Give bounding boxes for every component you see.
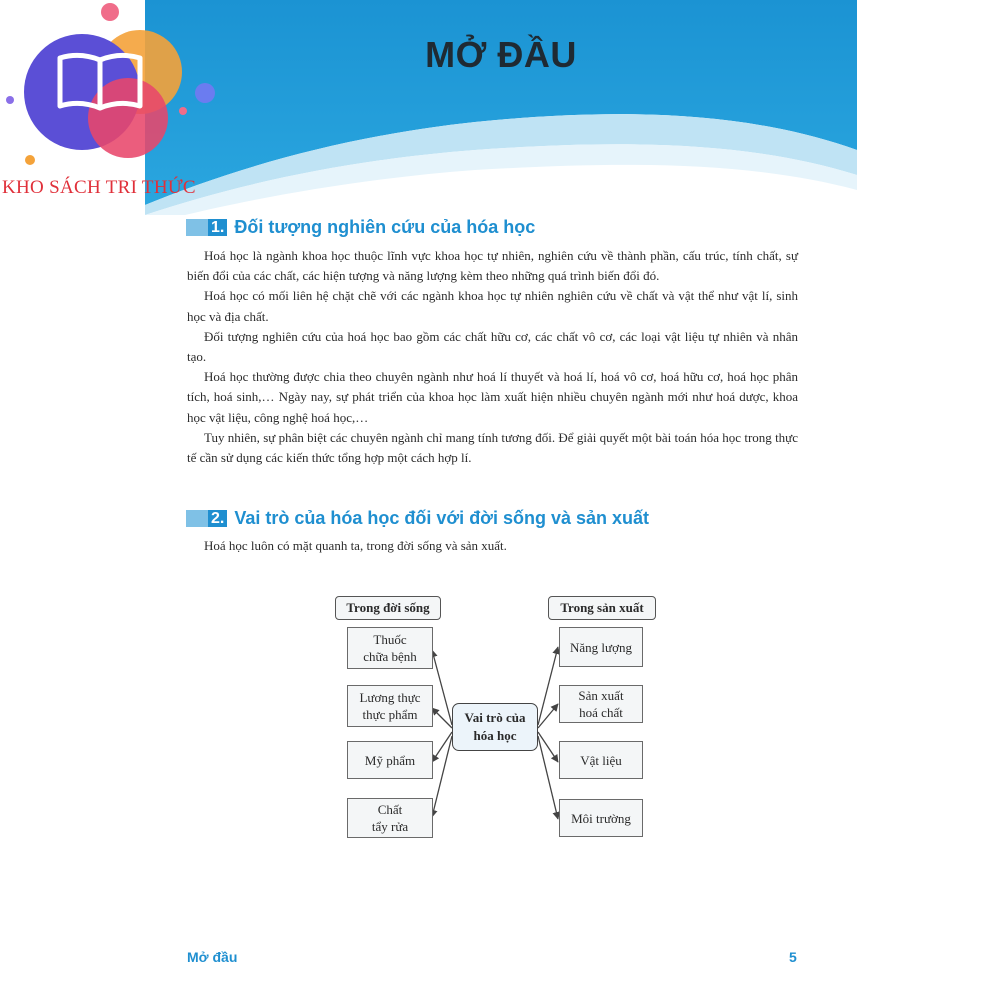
- section-2-heading: [186, 508, 649, 529]
- left-item-detergent: Chất tẩy rửa: [347, 798, 433, 838]
- right-item-environment: Môi trường: [559, 799, 643, 837]
- left-item-food: Lương thực thực phẩm: [347, 685, 433, 727]
- left-item-cosmetics: Mỹ phẩm: [347, 741, 433, 779]
- paragraph: Hoá học có mối liên hệ chặt chẽ với các ngành khoa học tự nhiên nghiên cứu về chất và vật thể như vật lí, sinh học và địa chất.: [187, 288, 798, 324]
- arrow: [432, 708, 452, 728]
- section-title: Đối tượng nghiên cứu của hóa học: [234, 217, 536, 237]
- arrow: [432, 650, 452, 725]
- paragraph: Đối tượng nghiên cứu của hoá học bao gồm các chất hữu cơ, các chất vô cơ, các loại vật liệu tự nhiên và nhân tạo.: [187, 328, 798, 365]
- section-1-heading: [186, 217, 535, 238]
- section-bar: [186, 510, 208, 527]
- paragraph: Hoá học là ngành khoa học thuộc lĩnh vực khoa học tự nhiên, nghiên cứu về thành phần, cấu trúc, tính chất, sự biến đổi của các chất, các hiện tượng và năng lượng kèm theo những quá trình biến đổi đó.: [187, 248, 798, 284]
- arrow: [538, 736, 558, 819]
- center-node: Vai trò của hóa học: [452, 703, 538, 751]
- right-item-chemicals: Sản xuất hoá chất: [559, 685, 643, 723]
- footer-chapter: Mở đầu: [187, 949, 238, 965]
- section-number: 2.: [208, 510, 227, 527]
- right-item-energy: Năng lượng: [559, 627, 643, 667]
- arrow: [538, 647, 558, 725]
- right-item-materials: Vật liệu: [559, 741, 643, 779]
- logo: [0, 0, 230, 200]
- arrow: [538, 704, 558, 728]
- page-title: MỞ ĐẦU: [425, 34, 577, 75]
- header-banner: [145, 0, 857, 215]
- paragraph: Tuy nhiên, sự phân biệt các chuyên ngành chỉ mang tính tương đối. Để giải quyết một bài toán hóa học trong thực tế cần sử dụng các kiến thức tổng hợp một cách hợp lí.: [187, 429, 798, 466]
- section-title: Vai trò của hóa học đối với đời sống và sản xuất: [234, 508, 650, 528]
- section-2-intro: [187, 536, 798, 556]
- left-header: Trong đời sống: [335, 596, 441, 620]
- page-number: 5: [789, 949, 797, 965]
- role-diagram: [330, 592, 660, 842]
- section-1-body: [187, 246, 798, 468]
- banner-wave-graphic: [145, 0, 857, 215]
- left-item-medicine: Thuốc chữa bệnh: [347, 627, 433, 669]
- book-logo-icon: [0, 0, 230, 180]
- section-bar: [186, 219, 208, 236]
- section-number: 1.: [208, 219, 227, 236]
- paragraph: Hoá học luôn có mặt quanh ta, trong đời sống và sản xuất.: [204, 538, 507, 553]
- logo-text: KHO SÁCH TRI THỨC: [2, 177, 196, 198]
- right-header: Trong sản xuất: [548, 596, 656, 620]
- paragraph: Hoá học thường được chia theo chuyên ngành như hoá lí thuyết và hoá lí, hoá vô cơ, hoá hữu cơ, hoá học phân tích, hoá sinh,… Ngày nay, sự phát triển của khoa học làm xuất hiện nhiều chuyên ngành mới như hoá dược, khoa học vật liệu, công nghệ hoá học,…: [187, 369, 798, 425]
